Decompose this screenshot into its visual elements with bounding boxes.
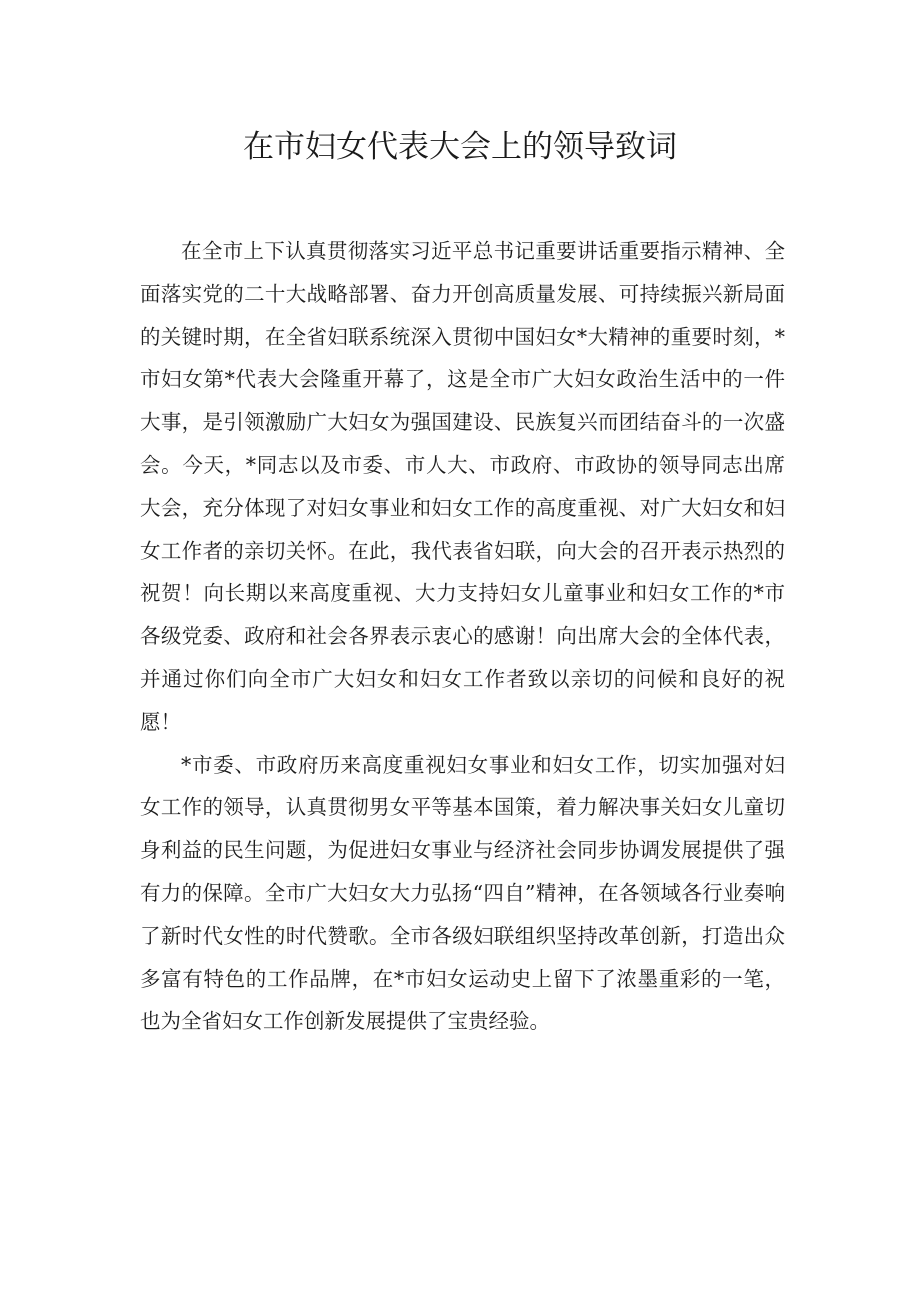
- document-body: [140, 230, 785, 1043]
- paragraph-2: *市委、市政府历来高度重视妇女事业和妇女工作，切实加强对妇女工作的领导，认真贯彻男女平等基本国策，着力解决事关妇女儿童切身利益的民生问题，为促进妇女事业与经济社会同步协调发展提供了强有力的保障。全市广大妇女大力弘扬“四自”精神，在各领域各行业奏响了新时代女性的时代赞歌。全市各级妇联组织坚持改革创新，打造出众多富有特色的工作品牌，在*市妇女运动史上留下了浓墨重彩的一笔，也为全省妇女工作创新发展提供了宝贵经验。: [140, 752, 785, 1034]
- document-title: 在市妇女代表大会上的领导致词: [243, 129, 677, 165]
- paragraph-1: 在全市上下认真贯彻落实习近平总书记重要讲话重要指示精神、全面落实党的二十大战略部署、奋力开创高质量发展、可持续振兴新局面的关键时期，在全省妇联系统深入贯彻中国妇女*大精神的重要时刻，*市妇女第*代表大会隆重开幕了，这是全市广大妇女政治生活中的一件大事，是引领激励广大妇女为强国建设、民族复兴而团结奋斗的一次盛会。今天，*同志以及市委、市人大、市政府、市政协的领导同志出席大会，充分体现了对妇女事业和妇女工作的高度重视、对广大妇女和妇女工作者的亲切关怀。在此，我代表省妇联，向大会的召开表示热烈的祝贺！向长期以来高度重视、大力支持妇女儿童事业和妇女工作的*市各级党委、政府和社会各界表示衷心的感谢！向出席大会的全体代表，并通过你们向全市广大妇女和妇女工作者致以亲切的问候和良好的祝愿！: [140, 239, 785, 734]
